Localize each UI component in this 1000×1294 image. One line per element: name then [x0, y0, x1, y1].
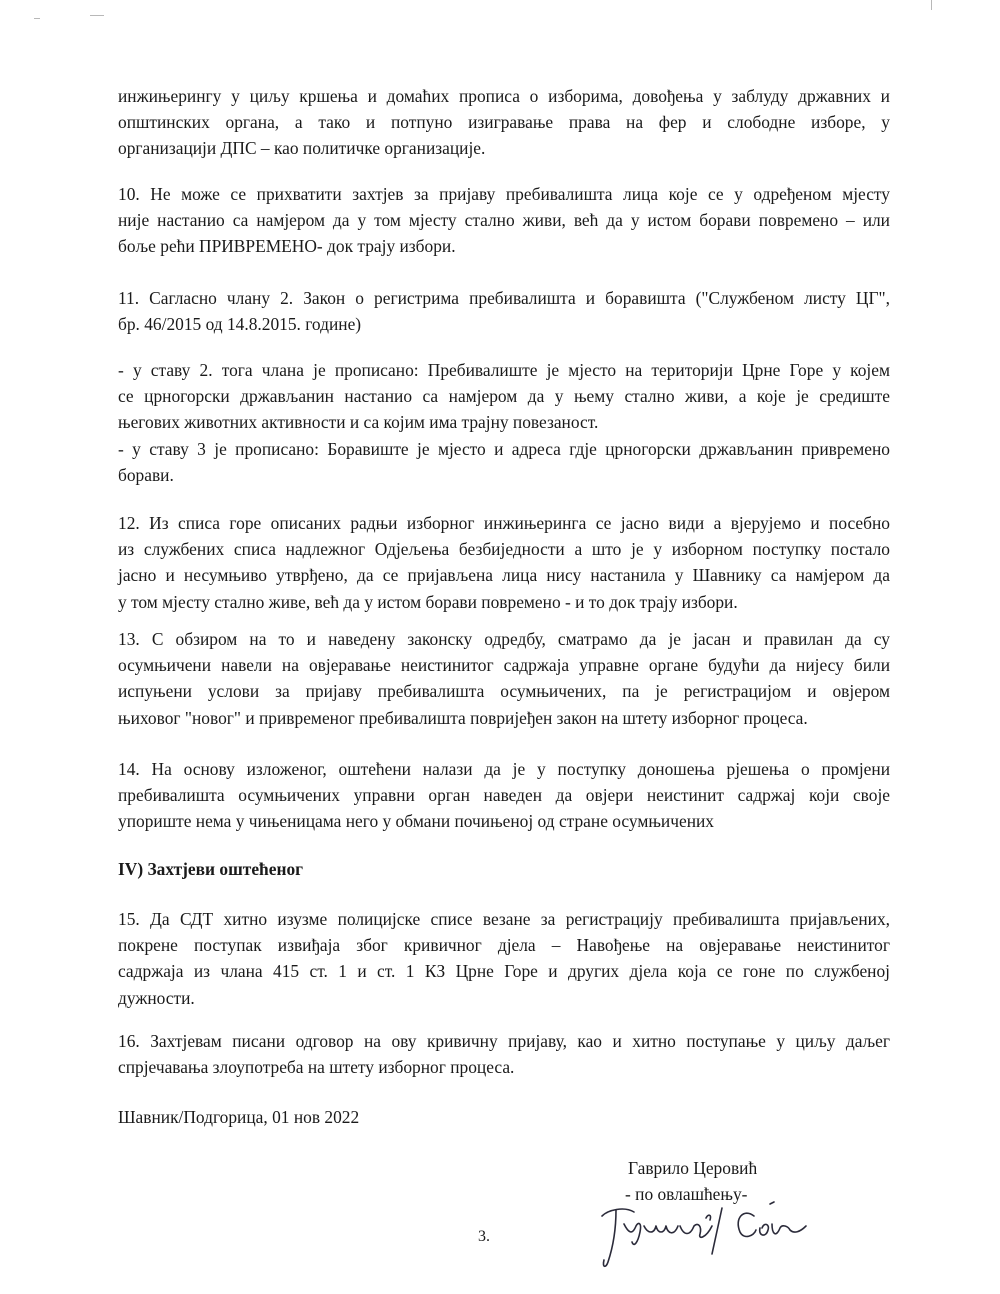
- text-line: дужности.: [118, 987, 195, 1008]
- text-line: - у ставу 3 је прописано: Боравиште је мјесто и адреса гдје црногорски држављанин привремено: [118, 438, 890, 459]
- handwritten-signature: [594, 1196, 814, 1276]
- paragraph-14: [118, 756, 890, 835]
- text-line: бр. 46/2015 од 14.8.2015. године): [118, 314, 362, 335]
- signature-stroke: [624, 1224, 641, 1245]
- text-line: њиховог "новог" и привременог пребивалишта повријеђен закон на штету изборног процеса.: [118, 707, 808, 728]
- text-line: садржаја из члана 415 ст. 1 и ст. 1 КЗ Црне Горе и других дјела која се гоне по службеној: [118, 961, 890, 982]
- text-line: у том мјесту стално живе, већ да у истом борави повремено - и то док трају избори.: [118, 591, 738, 612]
- paragraph-13: [118, 626, 890, 731]
- text-line: борави.: [118, 464, 174, 485]
- text-line: општинских органа, а тако и потпуно изигравање права на фер и слободне изборе, у: [118, 112, 890, 133]
- text-line: инжињерингу у циљу кршења и домаћих прописа о изборима, довођења у заблуду државних и: [118, 86, 890, 106]
- signature-stroke: [680, 1224, 712, 1237]
- text-line: 16. Захтјевам писани одговор на ову кривичну пријаву, као и хитно поступање у циљу даљег: [118, 1031, 890, 1051]
- text-line: није настанио са намјером да у том мјесту стално живи, већ да у истом борави повремено – или: [118, 210, 890, 231]
- signature-stroke: [760, 1224, 769, 1235]
- paragraph-article-provisions: [118, 357, 890, 488]
- signer-name: Гаврило Церовић: [628, 1158, 758, 1178]
- signer-authorization: - по овлашћењу-: [625, 1184, 748, 1204]
- section-heading: [118, 856, 890, 882]
- paragraph-12: [118, 510, 890, 615]
- signature-stroke: [644, 1226, 678, 1233]
- text-line: спрјечавања злоупотреба на штету изборног процеса.: [118, 1057, 515, 1078]
- text-line: организацији ДПС – као политичке организације.: [118, 138, 486, 159]
- page-number: 3.: [478, 1228, 490, 1245]
- text-line: његових животних активности и са којим има трајну повезаност.: [118, 412, 599, 433]
- paragraph-15: [118, 906, 890, 1011]
- text-line: упориште нема у чињеницама него у обмани почињеној од стране осумњичених: [118, 811, 715, 832]
- text-line: испуњени услови за пријаву пребивалишта осумњичених, па је регистрацијом и овјером: [118, 681, 890, 702]
- text-line: 11. Сагласно члану 2. Закон о регистрима пребивалишта и боравишта ("Службеном листу ЦГ",: [118, 288, 890, 308]
- text-line: јасно и несумњиво утврђено, да се пријављена лица нису настанила у Шавнику са намјером да: [118, 565, 890, 586]
- text-line: боље рећи ПРИВРЕМЕНО- док трају избори.: [118, 236, 456, 257]
- signature-stroke: [712, 1208, 722, 1254]
- text-line: покрене поступак извиђаја због кривичног дјела – Навођење на овјеравање неистинитог: [118, 935, 890, 956]
- text-line: 10. Не може се прихватити захтјев за пријаву пребивалишта лица које се у одређеном мјесту: [118, 184, 890, 204]
- text-line: 12. Из списа горе описаних радњи изборног инжињеринга се јасно види а вјерујемо и посебно: [118, 513, 890, 533]
- text-line: из службених списа надлежног Одјељења безбиједности а што је у изборном поступку постало: [118, 539, 890, 560]
- signature-stroke: [738, 1213, 756, 1236]
- signature-stroke: [772, 1224, 806, 1234]
- paragraph-10: [118, 181, 890, 260]
- scan-mark: [90, 15, 104, 16]
- place-and-date: Шавник/Подгорица, 01 нов 2022: [118, 1107, 360, 1127]
- text-line: се црногорски држављанин настанио са намјером да у њему стално живи, а које је средиште: [118, 386, 890, 407]
- text-line: 13. С обзиром на то и наведену законску одредбу, сматрамо да је јасан и правилан да су: [118, 629, 890, 649]
- paragraph-16: [118, 1028, 890, 1080]
- text-line: 15. Да СДТ хитно изузме полицијске списе везане за регистрацију пребивалишта пријављених,: [118, 909, 890, 929]
- text-line: 14. На основу изложеног, оштећени налази да је у поступку доношења рјешења о промјени: [118, 759, 890, 779]
- signature-stroke: [706, 1215, 711, 1220]
- scan-mark: [34, 18, 40, 19]
- paragraph-intro: [118, 83, 890, 162]
- scan-edge-mark: [931, 0, 932, 10]
- signature-stroke: [602, 1209, 634, 1216]
- text-line: - у ставу 2. тога члана је прописано: Пребивалиште је мјесто на територији Црне Горе у којем: [118, 360, 890, 380]
- paragraph-11: [118, 285, 890, 337]
- signature-stroke: [603, 1210, 616, 1266]
- signature-stroke: [770, 1202, 774, 1204]
- text-line: пребивалишта осумњичених управни орган наведен да овјери неистинит садржај који своје: [118, 785, 890, 806]
- text-line: осумњичени навели на овјеравање неистинитог садржаја управне органе будући да нијесу били: [118, 655, 890, 676]
- section-heading-text: IV) Захтјеви оштећеног: [118, 859, 304, 879]
